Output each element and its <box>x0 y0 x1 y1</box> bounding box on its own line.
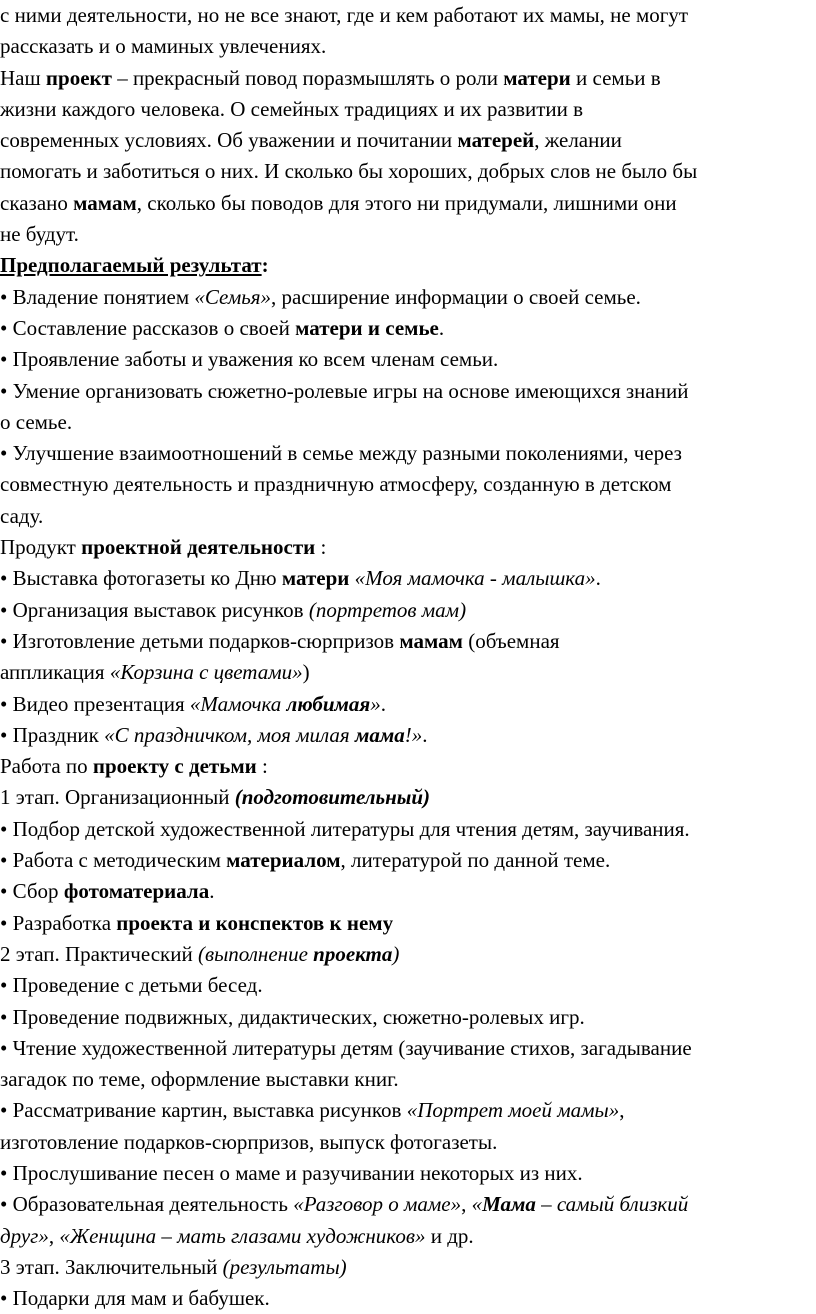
text-line <box>0 908 816 939</box>
text-line <box>0 0 816 31</box>
text-run: . <box>380 691 386 716</box>
text-run: «Корзина с цветами» <box>109 660 303 685</box>
text-run: « <box>471 1192 483 1217</box>
text-run: • Проявление заботы и уважения ко всем членам семьи. <box>0 347 499 372</box>
text-run: (выполнение <box>197 941 314 966</box>
text-run: рассказать и о маминых увлечениях. <box>0 34 327 59</box>
text-line <box>0 313 816 344</box>
text-run: , желании <box>534 128 622 153</box>
text-run: • Выставка фотогазеты ко Дню <box>0 566 282 591</box>
text-run: • Подбор детской художественной литературы для чтения детям, заучивания. <box>0 816 690 841</box>
text-run: • Проведение с детьми бесед. <box>0 973 263 998</box>
text-run: : <box>261 253 269 278</box>
text-run: • Праздник <box>0 722 105 747</box>
text-line <box>0 720 816 751</box>
text-line <box>0 344 816 375</box>
text-run: сказано <box>0 190 74 215</box>
text-run: саду. <box>0 503 44 528</box>
text-line <box>0 970 816 1001</box>
text-run: (результаты) <box>222 1254 347 1279</box>
text-line <box>0 125 816 156</box>
text-line <box>0 876 816 907</box>
text-run: загадок по теме, оформление выставки книг. <box>0 1067 399 1092</box>
text-line <box>0 31 816 62</box>
text-line <box>0 595 816 626</box>
text-run: • Владение понятием <box>0 284 195 309</box>
text-run: матери и семье <box>295 315 439 340</box>
text-run: и др. <box>425 1223 474 1248</box>
text-run: Продукт <box>0 535 82 560</box>
text-line <box>0 282 816 313</box>
text-run: • Проведение подвижных, дидактических, сюжетно-ролевых игр. <box>0 1004 585 1029</box>
text-run: мамам <box>73 190 137 215</box>
text-run: (объемная <box>462 628 560 653</box>
text-line <box>0 751 816 782</box>
text-run: 3 этап. Заключительный <box>0 1254 223 1279</box>
text-run: фотоматериала <box>63 879 210 904</box>
text-line <box>0 407 816 438</box>
text-run: матерей <box>457 128 535 153</box>
text-run: • Чтение художественной литературы детям (заучивание стихов, загадывание <box>0 1035 692 1060</box>
text-run: ) <box>392 941 400 966</box>
text-line <box>0 1002 816 1033</box>
text-run: «Разговор о маме» <box>293 1192 462 1217</box>
text-run: • Организация выставок рисунков <box>0 597 309 622</box>
text-line <box>0 532 816 563</box>
text-run: и семьи в <box>570 65 661 90</box>
text-run: 1 этап. Организационный <box>0 785 235 810</box>
text-line <box>0 376 816 407</box>
text-run: . <box>595 566 601 591</box>
text-line <box>0 438 816 469</box>
text-run: проекта и конспектов к нему <box>116 910 394 935</box>
text-line <box>0 782 816 813</box>
text-run: : <box>315 535 327 560</box>
text-run: изготовление подарков-сюрпризов, выпуск фотогазеты. <box>0 1129 498 1154</box>
text-run: , <box>461 1192 472 1217</box>
text-run: матери <box>281 566 350 591</box>
text-run: : <box>256 754 268 779</box>
text-run: о семье. <box>0 409 73 434</box>
text-run: материалом <box>226 848 341 873</box>
text-line <box>0 501 816 532</box>
text-run: современных условиях. Об уважении и почитании <box>0 128 458 153</box>
text-run: – самый близкий <box>535 1192 689 1217</box>
text-line <box>0 1158 816 1189</box>
text-run: «Семья» <box>194 284 272 309</box>
text-line <box>0 1221 816 1252</box>
text-run: 2 этап. Практический <box>0 941 198 966</box>
text-run: Мама <box>482 1192 536 1217</box>
text-run: • Прослушивание песен о маме и разучивании некоторых из них. <box>0 1160 583 1185</box>
text-run: , <box>48 1223 60 1248</box>
text-run: «Женщина – мать глазами художников» <box>59 1223 426 1248</box>
text-run: • Образовательная деятельность <box>0 1192 294 1217</box>
text-run: • Разработка <box>0 910 117 935</box>
text-run: • Улучшение взаимоотношений в семье между разными поколениями, через <box>0 441 682 466</box>
text-run: друг» <box>0 1223 49 1248</box>
text-run: !» <box>404 722 423 747</box>
text-run: • Видео презентация <box>0 691 190 716</box>
text-line <box>0 219 816 250</box>
text-run: • Умение организовать сюжетно-ролевые игры на основе имеющихся знаний <box>0 378 689 403</box>
text-line <box>0 657 816 688</box>
text-run: • Сбор <box>0 879 64 904</box>
text-line <box>0 188 816 219</box>
text-run: совместную деятельность и праздничную атмосферу, созданную в детском <box>0 472 672 497</box>
text-run: » <box>370 691 381 716</box>
text-run: – прекрасный повод поразмышлять о роли <box>111 65 504 90</box>
text-line <box>0 626 816 657</box>
text-line <box>0 1283 816 1314</box>
text-run: аппликация <box>0 660 110 685</box>
text-run: , сколько бы поводов для этого ни придумали, лишними они <box>136 190 677 215</box>
text-run: , литературой по данной теме. <box>340 848 611 873</box>
text-line <box>0 1189 816 1220</box>
text-line <box>0 563 816 594</box>
text-run: проект <box>45 65 112 90</box>
text-line <box>0 156 816 187</box>
text-run: ) <box>302 660 310 685</box>
text-run: помогать и заботиться о них. И сколько бы хороших, добрых слов не было бы <box>0 159 698 184</box>
text-run: матери <box>503 65 571 90</box>
text-run: • Подарки для мам и бабушек. <box>0 1286 270 1311</box>
text-run: . <box>422 722 428 747</box>
text-run: Наш <box>0 65 46 90</box>
text-run: проекта <box>313 941 393 966</box>
text-run: «С праздничком, моя милая <box>104 722 355 747</box>
text-line <box>0 1095 816 1126</box>
text-run: «Мамочка <box>189 691 287 716</box>
text-run: . <box>209 879 215 904</box>
text-run: (подготовительный) <box>234 785 431 810</box>
text-line <box>0 1064 816 1095</box>
text-run: проектной деятельности <box>81 535 316 560</box>
text-run: , расширение информации о своей семье. <box>271 284 641 309</box>
text-run: (портретов мам) <box>308 597 467 622</box>
text-run: «Портрет моей мамы» <box>406 1098 620 1123</box>
text-run: мама <box>354 722 405 747</box>
text-run: не будут. <box>0 222 79 247</box>
text-run: Предполагаемый результат <box>0 253 262 278</box>
text-run: • Рассматривание картин, выставка рисунков <box>0 1098 407 1123</box>
text-line <box>0 469 816 500</box>
text-run: . <box>438 315 445 340</box>
text-run: Работа по <box>0 754 93 779</box>
text-line <box>0 94 816 125</box>
text-run: любимая <box>286 691 371 716</box>
text-line <box>0 250 816 281</box>
text-run: «Моя мамочка - малышка» <box>354 566 596 591</box>
text-line <box>0 689 816 720</box>
text-line <box>0 1127 816 1158</box>
text-run: проекту с детьми <box>92 754 257 779</box>
text-run: мамам <box>399 628 463 653</box>
text-run: с ними деятельности, но не все знают, где и кем работают их мамы, не могут <box>0 3 689 27</box>
text-run: • Составление рассказов о своей <box>0 315 296 340</box>
text-line <box>0 1033 816 1064</box>
text-line <box>0 845 816 876</box>
text-run: • Работа с методическим <box>0 848 227 873</box>
text-line <box>0 63 816 94</box>
text-line <box>0 1252 816 1283</box>
text-line <box>0 939 816 970</box>
text-run: • Изготовление детьми подарков-сюрпризов <box>0 628 400 653</box>
text-run: жизни каждого человека. О семейных традициях и их развитии в <box>0 96 584 121</box>
text-line <box>0 814 816 845</box>
text-run: , <box>619 1098 625 1123</box>
